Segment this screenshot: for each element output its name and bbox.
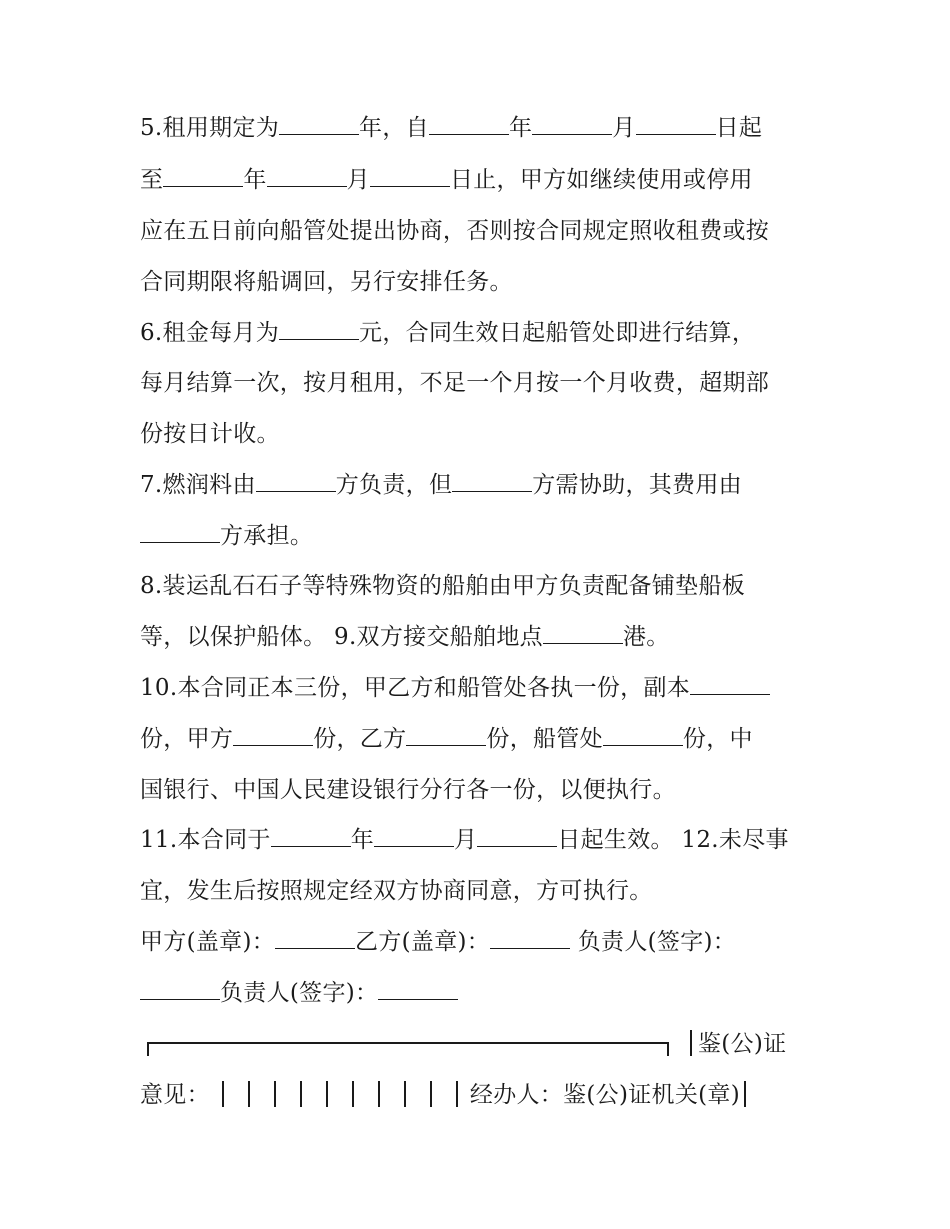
blank-line (374, 828, 454, 847)
clause-10-line-3 (140, 776, 676, 804)
text: 鉴(公)证 (698, 1031, 787, 1057)
blank-line (636, 116, 716, 135)
blank-line (279, 116, 359, 135)
blank-line (233, 727, 313, 746)
text: 方需协助，其费用由 (532, 472, 742, 498)
table-border-bar (274, 1081, 276, 1107)
text: 港。 (622, 624, 670, 650)
clause-12-line-2 (140, 877, 653, 905)
text: 月 (454, 827, 478, 853)
signature-blank (140, 981, 220, 1000)
clause-10-line-1 (140, 674, 770, 702)
text: 经办人：鉴(公)证机关(章) (469, 1082, 740, 1108)
clause-6-line-3 (140, 420, 280, 448)
text: 年 (508, 115, 533, 141)
table-border-bar (300, 1081, 302, 1107)
text: 月 (612, 115, 636, 141)
text: 月 (346, 167, 370, 193)
clause-5-line-2 (140, 166, 753, 194)
notary-label-line (690, 1030, 786, 1058)
blank-line (267, 168, 347, 187)
text: 份，中 (682, 726, 753, 752)
text: 宜，发生后按照规定经双方协商同意，方可执行。 (140, 878, 653, 904)
clause-10-line-2 (140, 725, 753, 753)
signature-blank (490, 930, 570, 949)
table-border-bracket (147, 1042, 669, 1056)
signature-line-2 (140, 979, 458, 1007)
text: 日止，甲方如继续使用或停用 (449, 167, 753, 193)
text: 意见： (140, 1082, 210, 1108)
blank-line (429, 116, 509, 135)
table-border-bar (456, 1081, 458, 1107)
blank-line (271, 828, 351, 847)
blank-line (279, 321, 359, 340)
signature-line-1 (140, 928, 736, 956)
table-border-bar (690, 1030, 692, 1056)
clause-6-line-2 (140, 369, 769, 397)
text: 年 (350, 827, 374, 853)
text: 每月结算一次，按月租用，不足一个月按一个月收费，超期部 (140, 370, 770, 396)
blank-line (477, 828, 557, 847)
clause-8-line-1 (140, 572, 745, 600)
blank-line (256, 473, 336, 492)
text: 合同期限将船调回，另行安排任务。 (140, 269, 513, 295)
text: 至 (140, 167, 164, 193)
blank-line (406, 727, 486, 746)
text: 乙方(盖章)： (355, 929, 491, 955)
table-border-bar (430, 1081, 432, 1107)
text: 份，船管处 (486, 726, 603, 752)
table-border-bar (404, 1081, 406, 1107)
signature-blank (378, 981, 458, 1000)
table-border-bar (326, 1081, 328, 1107)
blank-line (603, 727, 683, 746)
text: 元，合同生效日起船管处即进行结算， (359, 320, 756, 346)
clause-6-line-1 (140, 319, 755, 347)
text: 负责人(签字)： (220, 980, 379, 1006)
clause-5-line-4 (140, 268, 513, 296)
clause-5-line-3 (140, 217, 769, 245)
clause-8-9-line (140, 623, 670, 651)
notary-opinion-line (140, 1081, 758, 1109)
text: 日起 (715, 115, 763, 141)
clause-5-line-1 (140, 114, 762, 142)
text: 国银行、中国人民建设银行分行各一份，以便执行。 (140, 777, 676, 803)
blank-line (690, 676, 770, 695)
table-border-bar (378, 1081, 380, 1107)
text: 份按日计收。 (140, 421, 280, 447)
text: 10.本合同正本三份，甲乙方和船管处各执一份，副本 (140, 675, 691, 701)
table-border-bar (352, 1081, 354, 1107)
text: 8.装运乱石石子等特殊物资的船舶由甲方负责配备铺垫船板 (140, 573, 746, 599)
blank-line (140, 524, 220, 543)
signature-blank (275, 930, 355, 949)
table-border-bar (248, 1081, 250, 1107)
blank-line (543, 625, 623, 644)
blank-line (452, 473, 532, 492)
text: 年 (243, 167, 267, 193)
clause-7-line-2 (140, 522, 313, 550)
text: 6.租金每月为 (140, 320, 280, 346)
text: 份，甲方 (140, 726, 234, 752)
blank-line (370, 168, 450, 187)
blank-line (532, 116, 612, 135)
text: 7.燃润料由 (140, 472, 256, 498)
table-border-bar (744, 1081, 746, 1107)
clause-7-line-1 (140, 471, 742, 499)
text: 份，乙方 (313, 726, 407, 752)
text: 应在五日前向船管处提出协商，否则按合同规定照收租费或按 (140, 218, 770, 244)
blank-line (163, 168, 243, 187)
text: 负责人(签字)： (577, 929, 737, 955)
text: 等，以保护船体。 9.双方接交船舶地点 (140, 624, 543, 650)
text: 方负责，但 (335, 472, 453, 498)
text: 方承担。 (220, 523, 314, 549)
clause-11-12-line-1 (140, 826, 789, 854)
text: 年，自 (359, 115, 429, 141)
table-border-bar (222, 1081, 224, 1107)
text: 甲方(盖章)： (140, 929, 276, 955)
text: 5.租用期定为 (140, 115, 280, 141)
text: 11.本合同于 (140, 827, 271, 853)
text: 日起生效。 12.未尽事 (557, 827, 789, 853)
